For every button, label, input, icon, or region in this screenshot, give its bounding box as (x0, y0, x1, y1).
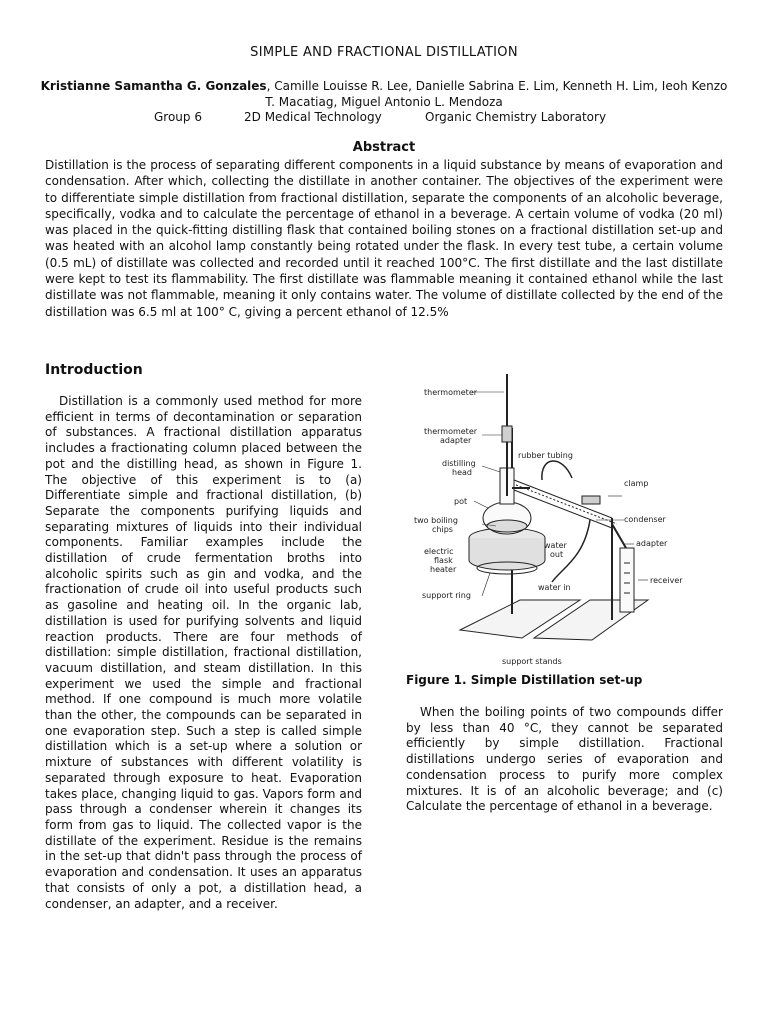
label-boiling-chips-1: two boiling (414, 516, 458, 525)
label-distilling-head-2: head (452, 468, 472, 477)
abstract-text: Distillation is the process of separating different components in a liquid substance by means of evaporation and condensation. After which, collecting the distillate in another container. The objectives of the experiment were to differentiate simple distillation from fractional distillation, separate the components of an alcoholic beverage, specifically, vodka and to calculate the percentage of ethanol in a beverage. A certain volume of vodka (20 ml) was placed in the quick-fitting distilling flask that contained boiling stones on a fractional distillation set-up and was heated with an alcohol lamp constantly being rotated under the flask. In every test tube, a certain volume (0.5 mL) of distillate was collected and recorded until it reached 100°C. The first distillate and the last distillate were kept to test its flammability. The first distillate was flammable meaning it contained ethanol while the last distillate was not flammable, meaning it only contains water. The volume of distillate collected by the end of the distillation was 6.5 ml at 100° C, giving a percent ethanol of 12.5% (45, 158, 723, 319)
label-thermometer-adapter-2: adapter (440, 436, 472, 445)
label-boiling-chips-2: chips (432, 525, 453, 534)
author-list (40, 78, 728, 110)
rubber-tubing (542, 461, 572, 480)
label-distilling-head-1: distilling (442, 459, 476, 468)
label-support-stands: support stands (502, 657, 562, 666)
lead-author: Kristianne Samantha G. Gonzales (40, 79, 267, 93)
introduction-left-column: Distillation is a commonly used method for more efficient in terms of decontamination or separation of substances. A fractional distillation apparatus includes a fractionating column placed between the pot and the distilling head, as shown in Figure 1. The objective of this experiment is to (a) Differentiate simple and fractional distillation, (b) Separate the components purifying liquids and separating mixtures of liquids into their individual components. Familiar examples include the distillation of crude fermentation broths into alcoholic spirits such as gin and vodka, and the fractionation of crude oil into useful products such as gasoline and heating oil. In the organic lab, distillation is used for purifying solvents and liquid reaction products. There are four methods of distillation: simple distillation, fractional distillation, vacuum distillation, and steam distillation. In this experiment we used the simple and fractional method. If one compound is much more volatile than the other, the compounds can be separated in one evaporation step. Such a step is called simple distillation which is a set-up where a solution or mixture of substances with different volatility is separated through exposure to heat. Evaporation takes place, changing liquid to gas. Vapors form and pass through a condenser wherein it changes its form from gas to liquid. The collected vapor is the distillate of the experiment. Residue is the remains in the set-up that didn't pass through the process of evaporation and condensation. It uses an apparatus that consists of only a pot, a distillation head, a condenser, an adapter, and a receiver. (45, 394, 362, 911)
label-water-out-2: out (550, 550, 564, 559)
label-adapter: adapter (636, 539, 668, 548)
receiver-cylinder (620, 548, 634, 612)
label-water-in: water in (538, 583, 571, 592)
label-rubber-tubing: rubber tubing (518, 451, 573, 460)
introduction-heading: Introduction (45, 362, 143, 378)
pot-liquid (487, 520, 527, 532)
program-label: 2D Medical Technology (244, 110, 382, 124)
paper-title: SIMPLE AND FRACTIONAL DISTILLATION (250, 45, 518, 60)
introduction-right-column: When the boiling points of two compounds differ by less than 40 °C, they cannot be separated efficiently by simple distillation. Fractional distillations undergo series of evaporation and condensation process to purify more complex mixtures. It is of an alcoholic beverage; and (c) Calculate the percentage of ethanol in a beverage. (406, 705, 723, 814)
adapter-tube (612, 524, 626, 548)
thermometer-adapter (502, 426, 512, 442)
distillation-apparatus-diagram (412, 368, 690, 668)
course-label: Organic Chemistry Laboratory (425, 110, 607, 124)
label-heater-3: heater (430, 565, 457, 574)
label-condenser: condenser (624, 515, 666, 524)
abstract-heading: Abstract (352, 140, 416, 155)
distillation-figure (412, 368, 690, 668)
label-thermometer: thermometer (424, 388, 478, 397)
group-label: Group 6 (154, 110, 202, 124)
label-thermometer-adapter-1: thermometer (424, 427, 478, 436)
label-heater-2: flask (434, 556, 453, 565)
figure-caption: Figure 1. Simple Distillation set-up (406, 673, 643, 687)
label-pot: pot (454, 497, 468, 506)
label-water-out-1: water (544, 541, 567, 550)
label-receiver: receiver (650, 576, 683, 585)
label-heater-1: electric (424, 547, 454, 556)
right-clamp (582, 496, 600, 504)
label-clamp: clamp (624, 479, 649, 488)
co-authors: , Camille Louisse R. Lee, Danielle Sabrina E. Lim, Kenneth H. Lim, Ieoh Kenzo T. Macatiag, Miguel Antonio L. Mendoza (265, 79, 728, 109)
label-support-ring: support ring (422, 591, 471, 600)
